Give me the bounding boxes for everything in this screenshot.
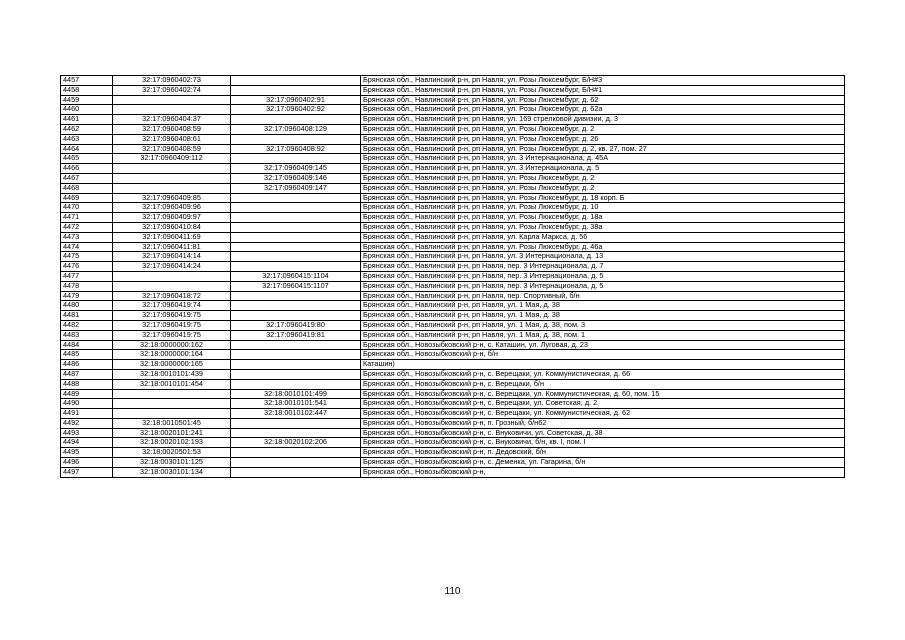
table-row <box>61 311 845 321</box>
row-number-cell: 4459 <box>61 95 113 105</box>
object-cadastral-number-cell: 32:18:0020102:206 <box>231 438 361 448</box>
cadastral-number-cell: 32:17:0960414:24 <box>113 262 231 272</box>
object-cadastral-number-cell <box>231 242 361 252</box>
address-cell: Брянская обл., Новозыбковский р-н, п. Грозный, б/н62 <box>361 418 845 428</box>
object-cadastral-number-cell: 32:17:0960409:146 <box>231 173 361 183</box>
row-number-cell: 4468 <box>61 183 113 193</box>
object-cadastral-number-cell <box>231 213 361 223</box>
table-row <box>61 222 845 232</box>
table-row <box>61 271 845 281</box>
row-number-cell: 4478 <box>61 281 113 291</box>
address-cell: Брянская обл., Навлинский р-н, рп Навля, ул. Розы Люксембург, д. 46а <box>361 242 845 252</box>
object-cadastral-number-cell <box>231 379 361 389</box>
object-cadastral-number-cell: 32:17:0960409:147 <box>231 183 361 193</box>
address-cell: Брянская обл., Навлинский р-н, рп Навля, ул. Розы Люксембург, д. 38а <box>361 222 845 232</box>
address-cell: Брянская обл., Навлинский р-н, рп Навля, пер. 3 Интернационала, д. 5 <box>361 281 845 291</box>
row-number-cell: 4458 <box>61 85 113 95</box>
row-number-cell: 4474 <box>61 242 113 252</box>
table-row <box>61 438 845 448</box>
row-number-cell: 4469 <box>61 193 113 203</box>
address-cell: Брянская обл., Навлинский р-н, рп Навля, пер. 3 Интернационала, д. 5 <box>361 271 845 281</box>
cadastral-number-cell <box>113 281 231 291</box>
table-row <box>61 320 845 330</box>
address-cell: Брянская обл., Новозыбковский р-н, с. Верещаки, ул. Коммунистическая, д. 66 <box>361 369 845 379</box>
address-cell: Брянская обл., Новозыбковский р-н, б/н <box>361 350 845 360</box>
table-row <box>61 242 845 252</box>
address-cell: Брянская обл., Новозыбковский р-н, с. Верещаки, ул. Коммунистическая, д. 60, пом. 15 <box>361 389 845 399</box>
table-row <box>61 458 845 468</box>
object-cadastral-number-cell <box>231 76 361 86</box>
address-cell: Брянская обл., Навлинский р-н, рп Навля, ул. 3 Интернационала, д. 45А <box>361 154 845 164</box>
cadastral-number-cell: 32:17:0960411:81 <box>113 242 231 252</box>
object-cadastral-number-cell <box>231 193 361 203</box>
table-row <box>61 85 845 95</box>
object-cadastral-number-cell: 32:17:0960415:1104 <box>231 271 361 281</box>
table-row <box>61 144 845 154</box>
table-row <box>61 467 845 477</box>
cadastral-number-cell: 32:17:0960408:61 <box>113 134 231 144</box>
address-cell: Брянская обл., Навлинский р-н, рп Навля, ул. 169 стрелковой дивизии, д. 3 <box>361 115 845 125</box>
table-row <box>61 124 845 134</box>
table-row <box>61 232 845 242</box>
cadastral-number-cell: 32:17:0960411:69 <box>113 232 231 242</box>
object-cadastral-number-cell: 32:17:0960408:129 <box>231 124 361 134</box>
row-number-cell: 4457 <box>61 76 113 86</box>
object-cadastral-number-cell: 32:18:0010102:447 <box>231 409 361 419</box>
object-cadastral-number-cell: 32:17:0960415:1107 <box>231 281 361 291</box>
cadastral-number-cell <box>113 389 231 399</box>
table-row <box>61 291 845 301</box>
row-number-cell: 4462 <box>61 124 113 134</box>
cadastral-number-cell <box>113 173 231 183</box>
cadastral-number-cell: 32:17:0960410:84 <box>113 222 231 232</box>
object-cadastral-number-cell <box>231 360 361 370</box>
address-cell: Брянская обл., Навлинский р-н, рп Навля, ул. Розы Люксембург, д. 26 <box>361 134 845 144</box>
cadastral-number-cell: 32:17:0960409:85 <box>113 193 231 203</box>
address-cell: Брянская обл., Новозыбковский р-н, с. Каташин, ул. Луговая, д. 23 <box>361 340 845 350</box>
row-number-cell: 4493 <box>61 428 113 438</box>
object-cadastral-number-cell <box>231 340 361 350</box>
table-row <box>61 76 845 86</box>
row-number-cell: 4492 <box>61 418 113 428</box>
table-row <box>61 330 845 340</box>
cadastral-number-cell <box>113 409 231 419</box>
row-number-cell: 4481 <box>61 311 113 321</box>
cadastral-number-cell: 32:17:0960419:75 <box>113 330 231 340</box>
address-cell: Брянская обл., Навлинский р-н, рп Навля, ул. Розы Люксембург, д. 62 <box>361 95 845 105</box>
row-number-cell: 4482 <box>61 320 113 330</box>
object-cadastral-number-cell <box>231 252 361 262</box>
table-row <box>61 154 845 164</box>
row-number-cell: 4465 <box>61 154 113 164</box>
address-cell: Брянская обл., Навлинский р-н, рп Навля, ул. Розы Люксембург, Б/Н#1 <box>361 85 845 95</box>
object-cadastral-number-cell <box>231 154 361 164</box>
table-row <box>61 428 845 438</box>
cadastral-number-cell: 32:18:0020501:53 <box>113 448 231 458</box>
table-row <box>61 340 845 350</box>
property-registry-table <box>60 75 845 478</box>
address-cell: Брянская обл., Новозыбковский р-н, с. Внуковичи, ул. Советская, д. 38 <box>361 428 845 438</box>
object-cadastral-number-cell <box>231 311 361 321</box>
object-cadastral-number-cell <box>231 467 361 477</box>
object-cadastral-number-cell <box>231 222 361 232</box>
row-number-cell: 4467 <box>61 173 113 183</box>
object-cadastral-number-cell <box>231 203 361 213</box>
row-number-cell: 4471 <box>61 213 113 223</box>
cadastral-number-cell: 32:18:0020101:241 <box>113 428 231 438</box>
table-row <box>61 379 845 389</box>
object-cadastral-number-cell <box>231 291 361 301</box>
table-row <box>61 105 845 115</box>
object-cadastral-number-cell <box>231 428 361 438</box>
object-cadastral-number-cell <box>231 448 361 458</box>
row-number-cell: 4487 <box>61 369 113 379</box>
address-cell: Брянская обл., Новозыбковский р-н, с. Внуковичи, б/н, кв. I, пом. I <box>361 438 845 448</box>
address-cell: Брянская обл., Новозыбковский р-н, с. Верещаки, б/н <box>361 379 845 389</box>
table-row <box>61 115 845 125</box>
row-number-cell: 4489 <box>61 389 113 399</box>
row-number-cell: 4476 <box>61 262 113 272</box>
address-cell: Брянская обл., Навлинский р-н, рп Навля, ул. Розы Люксембург, д. 10 <box>361 203 845 213</box>
cadastral-number-cell: 32:18:0030101:134 <box>113 467 231 477</box>
address-cell: Брянская обл., Навлинский р-н, рп Навля, ул. Розы Люксембург, д. 62а <box>361 105 845 115</box>
row-number-cell: 4491 <box>61 409 113 419</box>
object-cadastral-number-cell <box>231 369 361 379</box>
address-cell: Брянская обл., Навлинский р-н, рп Навля, пер. Спортивный, б/н <box>361 291 845 301</box>
table-row <box>61 193 845 203</box>
address-cell: Брянская обл., Навлинский р-н, рп Навля, ул. Розы Люксембург, д. 2 <box>361 173 845 183</box>
address-cell: Брянская обл., Новозыбковский р-н, с. Верещаки, ул. Советская, д. 2 <box>361 399 845 409</box>
address-cell: Брянская обл., Новозыбковский р-н, <box>361 467 845 477</box>
row-number-cell: 4497 <box>61 467 113 477</box>
address-cell: Брянская обл., Навлинский р-н, рп Навля, ул. 1 Мая, д. 38 <box>361 311 845 321</box>
row-number-cell: 4463 <box>61 134 113 144</box>
cadastral-number-cell: 32:17:0960402:74 <box>113 85 231 95</box>
row-number-cell: 4470 <box>61 203 113 213</box>
cadastral-number-cell: 32:18:0010501:45 <box>113 418 231 428</box>
row-number-cell: 4484 <box>61 340 113 350</box>
table-row <box>61 389 845 399</box>
address-cell: Брянская обл., Навлинский р-н, рп Навля, ул. 3 Интернационала, д. 13 <box>361 252 845 262</box>
row-number-cell: 4495 <box>61 448 113 458</box>
table-row <box>61 409 845 419</box>
cadastral-number-cell: 32:18:0030101:125 <box>113 458 231 468</box>
row-number-cell: 4490 <box>61 399 113 409</box>
cadastral-number-cell: 32:18:0020102:193 <box>113 438 231 448</box>
address-cell: Брянская обл., Новозыбковский р-н, с. Деменка, ул. Гагарина, б/н <box>361 458 845 468</box>
table-row <box>61 369 845 379</box>
object-cadastral-number-cell <box>231 418 361 428</box>
address-cell: Брянская обл., Навлинский р-н, рп Навля, ул. Розы Люксембург, д. 18 корп. Б <box>361 193 845 203</box>
address-cell: Брянская обл., Навлинский р-н, рп Навля, ул. Розы Люксембург, д. 2 <box>361 183 845 193</box>
cadastral-number-cell <box>113 399 231 409</box>
object-cadastral-number-cell: 32:17:0960408:92 <box>231 144 361 154</box>
object-cadastral-number-cell: 32:17:0960409:145 <box>231 164 361 174</box>
table-row <box>61 213 845 223</box>
cadastral-number-cell: 32:17:0960418:72 <box>113 291 231 301</box>
table-row <box>61 183 845 193</box>
cadastral-number-cell: 32:17:0960414:14 <box>113 252 231 262</box>
row-number-cell: 4464 <box>61 144 113 154</box>
address-cell: Брянская обл., Навлинский р-н, рп Навля, ул. 3 Интернационала, д. 5 <box>361 164 845 174</box>
cadastral-number-cell <box>113 271 231 281</box>
row-number-cell: 4488 <box>61 379 113 389</box>
table-row <box>61 173 845 183</box>
cadastral-number-cell: 32:17:0960404:37 <box>113 115 231 125</box>
address-cell: Брянская обл., Навлинский р-н, рп Навля, пер. 3 Интернационала, д. 7 <box>361 262 845 272</box>
row-number-cell: 4496 <box>61 458 113 468</box>
object-cadastral-number-cell: 32:17:0960419:80 <box>231 320 361 330</box>
address-cell: Брянская обл., Навлинский р-н, рп Навля, ул. Розы Люксембург, д. 18а <box>361 213 845 223</box>
cadastral-number-cell: 32:17:0960408:59 <box>113 124 231 134</box>
cadastral-number-cell: 32:18:0000000:165 <box>113 360 231 370</box>
cadastral-number-cell <box>113 105 231 115</box>
address-cell: Брянская обл., Навлинский р-н, рп Навля, ул. 1 Мая, д. 38 <box>361 301 845 311</box>
table-row <box>61 350 845 360</box>
object-cadastral-number-cell <box>231 458 361 468</box>
cadastral-number-cell <box>113 164 231 174</box>
cadastral-number-cell: 32:17:0960419:75 <box>113 320 231 330</box>
row-number-cell: 4472 <box>61 222 113 232</box>
row-number-cell: 4460 <box>61 105 113 115</box>
object-cadastral-number-cell <box>231 134 361 144</box>
cadastral-number-cell <box>113 183 231 193</box>
cadastral-number-cell: 32:18:0000000:162 <box>113 340 231 350</box>
row-number-cell: 4473 <box>61 232 113 242</box>
object-cadastral-number-cell: 32:18:0010101:499 <box>231 389 361 399</box>
address-cell: Брянская обл., Навлинский р-н, рп Навля, ул. Карла Маркса, д. 56 <box>361 232 845 242</box>
cadastral-number-cell: 32:18:0010101:439 <box>113 369 231 379</box>
object-cadastral-number-cell <box>231 115 361 125</box>
address-cell: Брянская обл., Навлинский р-н, рп Навля, ул. Розы Люксембург, д. 2, кв. 27, пом. 27 <box>361 144 845 154</box>
cadastral-number-cell <box>113 95 231 105</box>
table-row <box>61 399 845 409</box>
table-row <box>61 301 845 311</box>
row-number-cell: 4477 <box>61 271 113 281</box>
cadastral-number-cell: 32:18:0000000:164 <box>113 350 231 360</box>
row-number-cell: 4466 <box>61 164 113 174</box>
table-row <box>61 281 845 291</box>
table-row <box>61 95 845 105</box>
row-number-cell: 4486 <box>61 360 113 370</box>
cadastral-number-cell: 32:17:0960402:73 <box>113 76 231 86</box>
table-row <box>61 448 845 458</box>
address-cell: Брянская обл., Навлинский р-н, рп Навля, ул. Розы Люксембург, д. 2 <box>361 124 845 134</box>
row-number-cell: 4485 <box>61 350 113 360</box>
table-row <box>61 418 845 428</box>
cadastral-number-cell: 32:17:0960409:96 <box>113 203 231 213</box>
table-row <box>61 164 845 174</box>
address-cell: Брянская обл., Навлинский р-н, рп Навля, ул. 1 Мая, д. 38, пом. 3 <box>361 320 845 330</box>
table-row <box>61 203 845 213</box>
row-number-cell: 4479 <box>61 291 113 301</box>
row-number-cell: 4494 <box>61 438 113 448</box>
object-cadastral-number-cell <box>231 232 361 242</box>
row-number-cell: 4480 <box>61 301 113 311</box>
table-row <box>61 262 845 272</box>
cadastral-number-cell: 32:18:0010101:454 <box>113 379 231 389</box>
object-cadastral-number-cell: 32:17:0960419:81 <box>231 330 361 340</box>
object-cadastral-number-cell: 32:17:0960402:92 <box>231 105 361 115</box>
address-cell: Каташин) <box>361 360 845 370</box>
object-cadastral-number-cell: 32:17:0960402:91 <box>231 95 361 105</box>
table-row <box>61 134 845 144</box>
row-number-cell: 4483 <box>61 330 113 340</box>
table-row <box>61 252 845 262</box>
cadastral-number-cell: 32:17:0960419:75 <box>113 311 231 321</box>
row-number-cell: 4475 <box>61 252 113 262</box>
object-cadastral-number-cell <box>231 350 361 360</box>
object-cadastral-number-cell <box>231 85 361 95</box>
cadastral-number-cell: 32:17:0960408:59 <box>113 144 231 154</box>
registry-table-body <box>61 76 845 478</box>
object-cadastral-number-cell: 32:18:0010101:541 <box>231 399 361 409</box>
row-number-cell: 4461 <box>61 115 113 125</box>
object-cadastral-number-cell <box>231 301 361 311</box>
cadastral-number-cell: 32:17:0960409:112 <box>113 154 231 164</box>
table-row <box>61 360 845 370</box>
object-cadastral-number-cell <box>231 262 361 272</box>
address-cell: Брянская обл., Навлинский р-н, рп Навля, ул. Розы Люксембург, Б/Н#3 <box>361 76 845 86</box>
address-cell: Брянская обл., Новозыбковский р-н, п. Дедовский, б/н <box>361 448 845 458</box>
cadastral-number-cell: 32:17:0960409:97 <box>113 213 231 223</box>
address-cell: Брянская обл., Новозыбковский р-н, с. Верещаки, ул. Коммунистическая, д. 62 <box>361 409 845 419</box>
page-number: 110 <box>444 586 461 597</box>
cadastral-number-cell: 32:17:0960419:74 <box>113 301 231 311</box>
address-cell: Брянская обл., Навлинский р-н, рп Навля, ул. 1 Мая, д. 38, пом. 1 <box>361 330 845 340</box>
